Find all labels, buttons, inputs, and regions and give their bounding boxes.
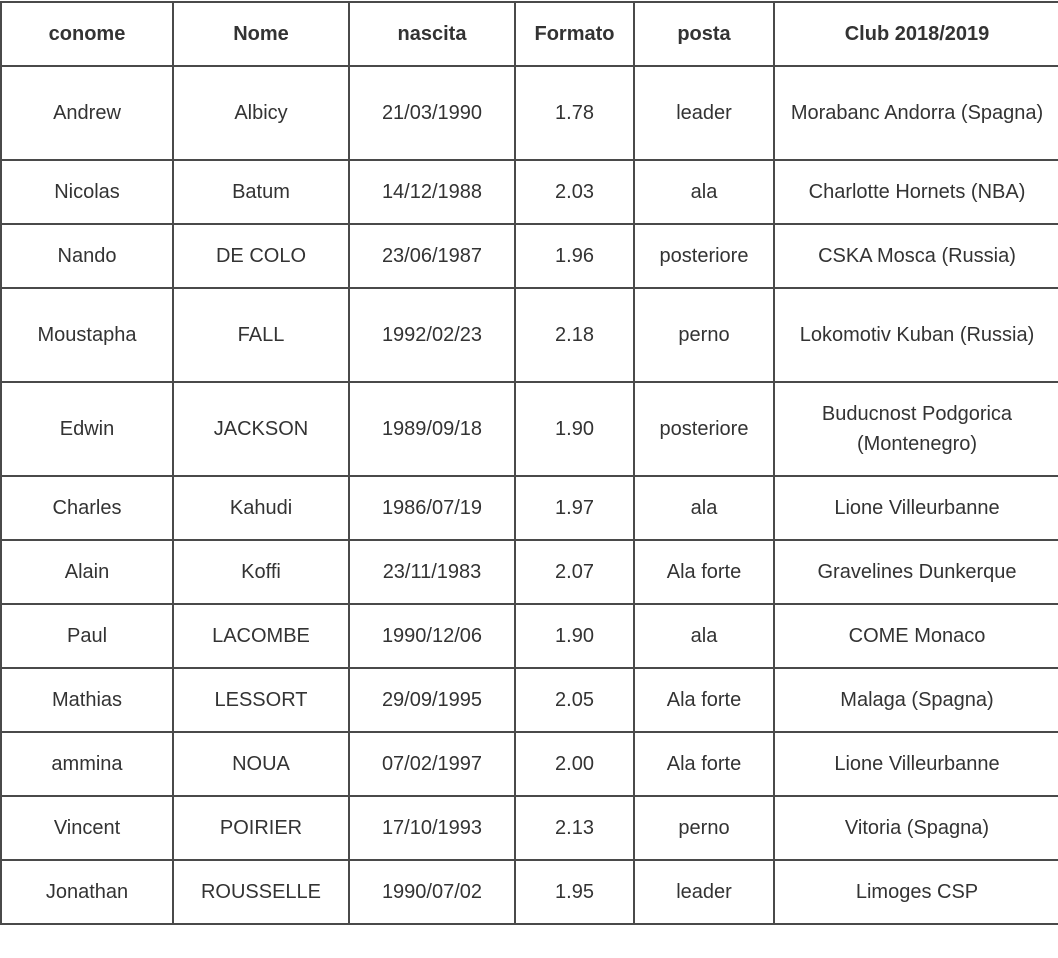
header-club: Club 2018/2019 xyxy=(774,2,1058,66)
table-row xyxy=(1,540,1058,604)
cognome-cell: Andrew xyxy=(1,66,173,160)
posta-cell: posteriore xyxy=(634,224,774,288)
nome-cell: Koffi xyxy=(173,540,349,604)
posta-cell: ala xyxy=(634,160,774,224)
cognome-cell: Charles xyxy=(1,476,173,540)
cognome-cell: Paul xyxy=(1,604,173,668)
table-row xyxy=(1,860,1058,924)
table-header-row xyxy=(1,2,1058,66)
posta-cell: Ala forte xyxy=(634,540,774,604)
nome-cell: Batum xyxy=(173,160,349,224)
posta-cell: posteriore xyxy=(634,382,774,476)
club-cell: Vitoria (Spagna) xyxy=(774,796,1058,860)
formato-cell: 2.13 xyxy=(515,796,634,860)
club-cell: CSKA Mosca (Russia) xyxy=(774,224,1058,288)
nome-cell: DE COLO xyxy=(173,224,349,288)
nascita-cell: 1990/07/02 xyxy=(349,860,515,924)
posta-cell: perno xyxy=(634,288,774,382)
formato-cell: 1.90 xyxy=(515,604,634,668)
cognome-cell: Nando xyxy=(1,224,173,288)
formato-cell: 1.90 xyxy=(515,382,634,476)
formato-cell: 2.05 xyxy=(515,668,634,732)
formato-cell: 2.00 xyxy=(515,732,634,796)
cognome-cell: Edwin xyxy=(1,382,173,476)
nome-cell: FALL xyxy=(173,288,349,382)
formato-cell: 1.78 xyxy=(515,66,634,160)
formato-cell: 1.95 xyxy=(515,860,634,924)
table-row xyxy=(1,160,1058,224)
players-table xyxy=(0,1,1058,925)
club-cell: Buducnost Podgorica (Montenegro) xyxy=(774,382,1058,476)
nascita-cell: 23/06/1987 xyxy=(349,224,515,288)
club-cell: Limoges CSP xyxy=(774,860,1058,924)
club-cell: Lokomotiv Kuban (Russia) xyxy=(774,288,1058,382)
nascita-cell: 1989/09/18 xyxy=(349,382,515,476)
table-row xyxy=(1,66,1058,160)
formato-cell: 2.07 xyxy=(515,540,634,604)
formato-cell: 1.97 xyxy=(515,476,634,540)
posta-cell: ala xyxy=(634,476,774,540)
table-row xyxy=(1,476,1058,540)
nascita-cell: 1992/02/23 xyxy=(349,288,515,382)
nascita-cell: 21/03/1990 xyxy=(349,66,515,160)
cognome-cell: ammina xyxy=(1,732,173,796)
table-row xyxy=(1,604,1058,668)
club-cell: Morabanc Andorra (Spagna) xyxy=(774,66,1058,160)
formato-cell: 2.03 xyxy=(515,160,634,224)
posta-cell: leader xyxy=(634,66,774,160)
header-posta: posta xyxy=(634,2,774,66)
nascita-cell: 1986/07/19 xyxy=(349,476,515,540)
posta-cell: Ala forte xyxy=(634,668,774,732)
header-cognome: conome xyxy=(1,2,173,66)
nome-cell: Albicy xyxy=(173,66,349,160)
nascita-cell: 17/10/1993 xyxy=(349,796,515,860)
nome-cell: POIRIER xyxy=(173,796,349,860)
nome-cell: NOUA xyxy=(173,732,349,796)
club-cell: Malaga (Spagna) xyxy=(774,668,1058,732)
club-cell: Lione Villeurbanne xyxy=(774,732,1058,796)
nome-cell: LESSORT xyxy=(173,668,349,732)
cognome-cell: Moustapha xyxy=(1,288,173,382)
table-row xyxy=(1,224,1058,288)
posta-cell: ala xyxy=(634,604,774,668)
nome-cell: ROUSSELLE xyxy=(173,860,349,924)
formato-cell: 1.96 xyxy=(515,224,634,288)
posta-cell: Ala forte xyxy=(634,732,774,796)
club-cell: Charlotte Hornets (NBA) xyxy=(774,160,1058,224)
cognome-cell: Vincent xyxy=(1,796,173,860)
nascita-cell: 14/12/1988 xyxy=(349,160,515,224)
nascita-cell: 23/11/1983 xyxy=(349,540,515,604)
header-nascita: nascita xyxy=(349,2,515,66)
table-row xyxy=(1,288,1058,382)
nome-cell: JACKSON xyxy=(173,382,349,476)
header-formato: Formato xyxy=(515,2,634,66)
table-row xyxy=(1,796,1058,860)
club-cell: Gravelines Dunkerque xyxy=(774,540,1058,604)
table-row xyxy=(1,668,1058,732)
nome-cell: Kahudi xyxy=(173,476,349,540)
nascita-cell: 29/09/1995 xyxy=(349,668,515,732)
nascita-cell: 07/02/1997 xyxy=(349,732,515,796)
table-row xyxy=(1,382,1058,476)
nascita-cell: 1990/12/06 xyxy=(349,604,515,668)
cognome-cell: Alain xyxy=(1,540,173,604)
club-cell: COME Monaco xyxy=(774,604,1058,668)
table-row xyxy=(1,732,1058,796)
cognome-cell: Mathias xyxy=(1,668,173,732)
nome-cell: LACOMBE xyxy=(173,604,349,668)
formato-cell: 2.18 xyxy=(515,288,634,382)
header-nome: Nome xyxy=(173,2,349,66)
club-cell: Lione Villeurbanne xyxy=(774,476,1058,540)
posta-cell: perno xyxy=(634,796,774,860)
posta-cell: leader xyxy=(634,860,774,924)
cognome-cell: Jonathan xyxy=(1,860,173,924)
cognome-cell: Nicolas xyxy=(1,160,173,224)
